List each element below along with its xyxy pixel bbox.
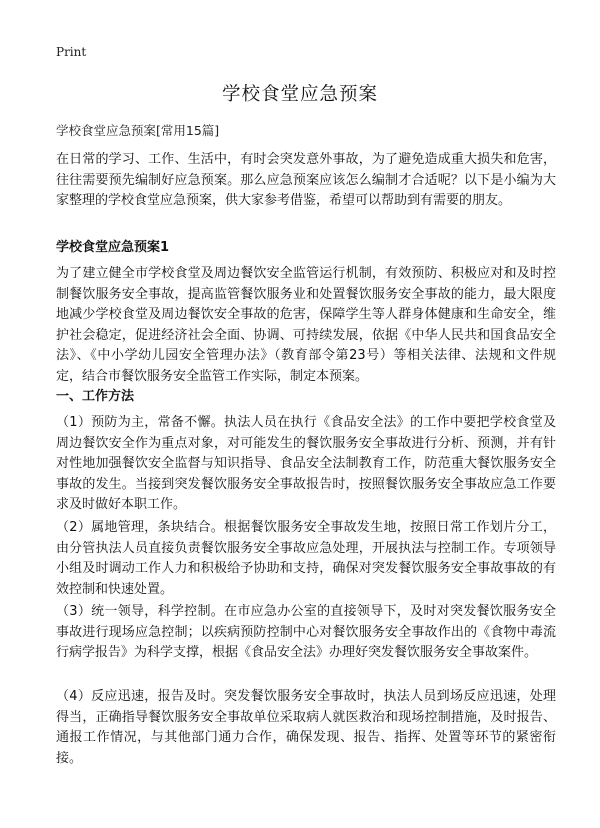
method-item-2: （2）属地管理，条块结合。根据餐饮服务安全事故发生地，按照日常工作划片分工，由分管执法人员直接负责餐饮服务安全事故应急处理，开展执法与控制工作。专项领导小组及时调动工作人力和积极给予协助和支持，确保对突发餐饮服务安全事故事故的有效控制和快速处置。 bbox=[56, 520, 556, 597]
section-heading: 一、工作方法 bbox=[56, 389, 135, 404]
plan1-heading: 学校食堂应急预案1 bbox=[56, 240, 170, 255]
intro-paragraph: 在日常的学习、工作、生活中，有时会突发意外事故，为了避免造成重大损失和危害，往往需要预先编制好应急预案。那么应急预案应该怎么编制才合适呢？以下是小编为大家整理的学校食堂应急预案，供大家参考借鉴，希望可以帮助到有需要的朋友。 bbox=[56, 152, 556, 208]
method-item-3: （3）统一领导，科学控制。在市应急办公室的直接领导下，及时对突发餐饮服务安全事故进行现场应急控制；以疾病预防控制中心对餐饮服务安全事故作出的《食物中毒流行病学报告》为科学支撑，根据《食品安全法》办理好突发餐饮服务安全事故案件。 bbox=[56, 604, 556, 660]
method-item-4: （4）反应迅速，报告及时。突发餐饮服务安全事故时，执法人员到场反应迅速，处理得当，正确指导餐饮服务安全事故单位采取病人就医救治和现场控制措施，及时报告、通报工作情况，与其他部门通力合作，确保发现、报告、指挥、处置等环节的紧密衔接。 bbox=[56, 689, 556, 766]
method-item-1: （1）预防为主，常备不懈。执法人员在执行《食品安全法》的工作中要把学校食堂及周边餐饮安全作为重点对象，对可能发生的餐饮服务安全事故进行分析、预测，并有针对性地加强餐饮安全监督与知识指导、食品安全法制教育工作，防范重大餐饮服务安全事故的发生。当接到突发餐饮服务安全事故报告时，按照餐饮服务安全事故应急工作要求及时做好本职工作。 bbox=[56, 415, 556, 512]
document-subtitle: 学校食堂应急预案[常用15篇] bbox=[56, 123, 220, 138]
page-title: 学校食堂应急预案 bbox=[221, 84, 378, 105]
plan1-paragraph: 为了建立健全市学校食堂及周边餐饮安全监管运行机制，有效预防、积极应对和及时控制餐饮服务安全事故，提高监管餐饮服务业和处置餐饮服务安全事故的能力，最大限度地减少学校食堂及周边餐饮安全事故的危害，保障学生等人群身体健康和生命安全，维护社会稳定，促进经济社会全面、协调、可持续发展，依据《中华人民共和国食品安全法》、《中小学幼儿园安全管理办法》（教育部令第23号）等相关法律、法规和文件规定，结合市餐饮服务安全监管工作实际，制定本预案。 bbox=[56, 266, 556, 384]
print-link[interactable]: Print bbox=[56, 45, 87, 59]
